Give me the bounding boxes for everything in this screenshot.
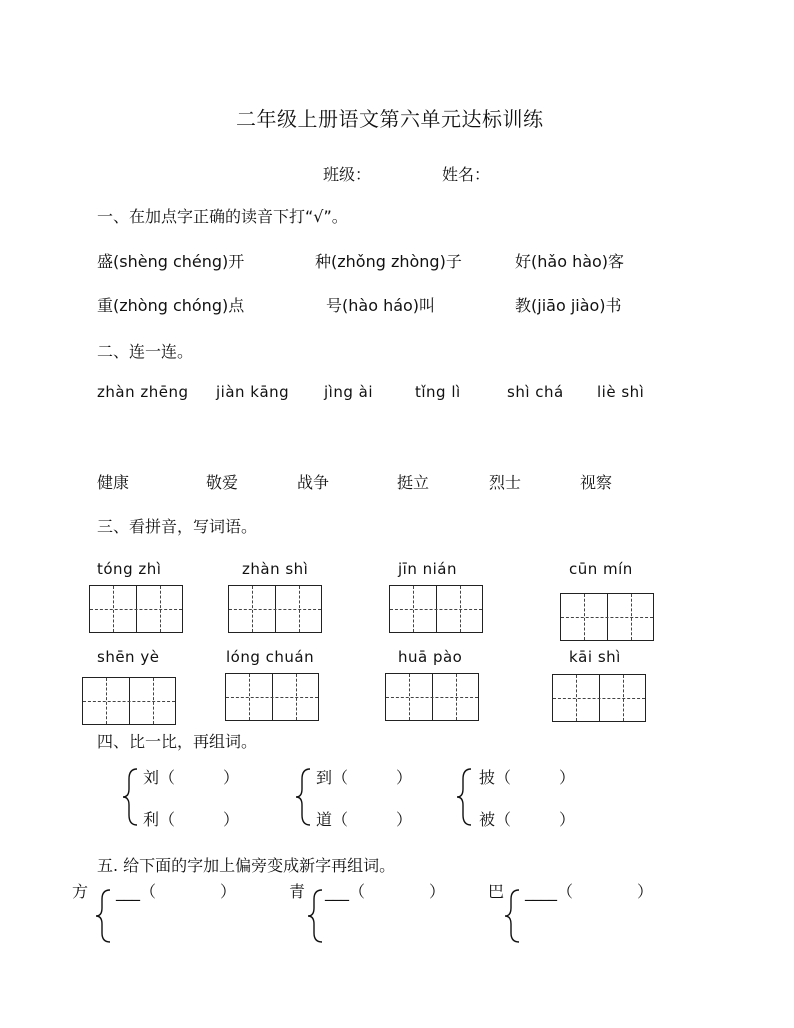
pinyin-item[interactable]: shì chá xyxy=(507,383,564,401)
brace-icon xyxy=(503,888,523,944)
writing-grid[interactable] xyxy=(228,585,322,633)
section5-heading: 五. 给下面的字加上偏旁变成新字再组词。 xyxy=(97,856,396,875)
word-item[interactable]: 健康 xyxy=(97,473,130,492)
word-item[interactable]: 视察 xyxy=(580,473,613,492)
compare-item[interactable]: 披（ ） xyxy=(479,768,576,787)
section2-heading: 二、连一连。 xyxy=(97,342,194,361)
brace-icon xyxy=(121,767,141,827)
pinyin-label: huā pào xyxy=(398,648,463,666)
writing-grid[interactable] xyxy=(82,677,176,725)
pinyin-label: jīn nián xyxy=(398,560,457,578)
pinyin-item[interactable]: tǐng lì xyxy=(415,383,461,401)
section4-heading: 四、比一比，再组词。 xyxy=(97,732,258,751)
name-label: 姓名： xyxy=(442,165,491,184)
pinyin-label: shēn yè xyxy=(97,648,160,666)
writing-grid[interactable] xyxy=(225,673,319,721)
word-item[interactable]: 挺立 xyxy=(397,473,430,492)
writing-grid[interactable] xyxy=(89,585,183,633)
pinyin-item[interactable]: liè shì xyxy=(597,383,645,401)
writing-grid[interactable] xyxy=(389,585,483,633)
pinyin-label: lóng chuán xyxy=(226,648,315,666)
word-item[interactable]: 烈士 xyxy=(489,473,522,492)
pronunciation-item[interactable]: 种(zhǒng zhòng)子 xyxy=(315,252,462,271)
radical-char: 方 xyxy=(72,882,89,901)
section1-heading: 一、在加点字正确的读音下打“√”。 xyxy=(97,207,348,226)
brace-icon xyxy=(455,767,475,827)
pronunciation-item[interactable]: 好(hǎo hào)客 xyxy=(515,252,625,271)
word-item[interactable]: 战争 xyxy=(297,473,330,492)
pinyin-item[interactable]: jiàn kāng xyxy=(216,383,290,401)
radical-char: 巴 xyxy=(488,882,505,901)
word-item[interactable]: 敬爱 xyxy=(206,473,239,492)
brace-icon xyxy=(94,888,114,944)
pronunciation-item[interactable]: 号(hào háo)叫 xyxy=(326,296,436,315)
pronunciation-item[interactable]: 重(zhòng chóng)点 xyxy=(97,296,245,315)
pinyin-label: tóng zhì xyxy=(97,560,162,578)
brace-icon xyxy=(294,767,314,827)
radical-char: 青 xyxy=(289,882,306,901)
compare-item[interactable]: 到（ ） xyxy=(316,768,413,787)
writing-grid[interactable] xyxy=(552,674,646,722)
compare-item[interactable]: 道（ ） xyxy=(316,810,413,829)
radical-blank[interactable]: ___（ ） xyxy=(325,882,446,901)
radical-blank[interactable]: ___（ ） xyxy=(116,882,237,901)
writing-grid[interactable] xyxy=(560,593,654,641)
pinyin-label: kāi shì xyxy=(569,648,621,666)
compare-item[interactable]: 被（ ） xyxy=(479,810,576,829)
writing-grid[interactable] xyxy=(385,673,479,721)
brace-icon xyxy=(306,888,326,944)
pinyin-item[interactable]: jìng ài xyxy=(324,383,373,401)
pinyin-label: cūn mín xyxy=(569,560,633,578)
class-label: 班级： xyxy=(323,165,372,184)
pinyin-label: zhàn shì xyxy=(242,560,309,578)
section3-heading: 三、看拼音，写词语。 xyxy=(97,517,258,536)
pronunciation-item[interactable]: 教(jiāo jiào)书 xyxy=(515,296,622,315)
compare-item[interactable]: 利（ ） xyxy=(143,810,240,829)
compare-item[interactable]: 刘（ ） xyxy=(143,768,240,787)
page-title: 二年级上册语文第六单元达标训练 xyxy=(236,107,544,131)
radical-blank[interactable]: ____（ ） xyxy=(525,882,654,901)
pronunciation-item[interactable]: 盛(shèng chéng)开 xyxy=(97,252,245,271)
pinyin-item[interactable]: zhàn zhēng xyxy=(97,383,189,401)
